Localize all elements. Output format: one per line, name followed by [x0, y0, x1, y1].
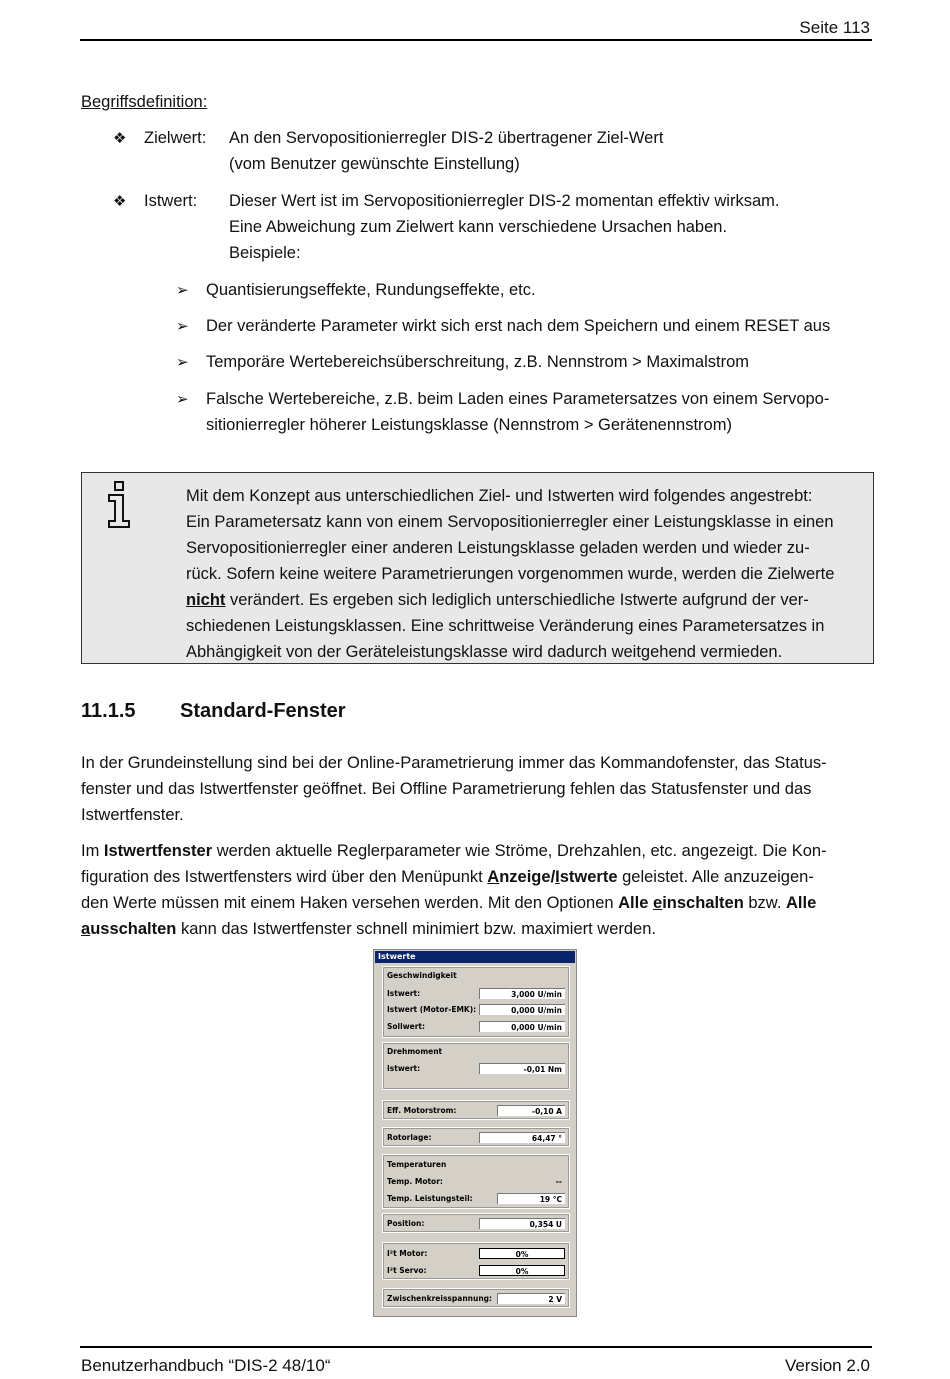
- paragraph-line: In der Grundeinstellung sind bei der Online-Parametrierung immer das Kommandofenster, das Status-: [81, 754, 827, 772]
- group-label: Drehmoment: [387, 1047, 443, 1056]
- page-number: Seite 113: [799, 18, 870, 37]
- example-4-line1: Falsche Wertebereiche, z.B. beim Laden eines Parametersatzes von einem Servopo-: [206, 390, 830, 408]
- text: werden aktuelle Reglerparameter wie Ströme, Drehzahlen, etc. angezeigt. Die Kon-: [212, 842, 827, 860]
- paragraph-line: [81, 890, 827, 916]
- text: Im: [81, 842, 104, 860]
- section-title: Standard-Fenster: [180, 700, 346, 722]
- option-text: Alle: [785, 894, 817, 912]
- info-emphasis: nicht: [186, 591, 226, 609]
- example-3: Temporäre Wertebereichsüberschreitung, z.B. Nennstrom > Maximalstrom: [206, 353, 750, 371]
- term-istwert: Istwert:: [144, 192, 198, 210]
- temperature-group: [382, 1154, 570, 1209]
- field-label: Position:: [387, 1219, 425, 1228]
- info-line: rück. Sofern keine weitere Parametrierungen vorgenommen wurde, werden die Zielwerte: [186, 565, 835, 583]
- info-line: Mit dem Konzept aus unterschiedlichen Ziel- und Istwerten wird folgendes angestrebt:: [186, 487, 813, 505]
- def-istwert-line3: Beispiele:: [229, 244, 301, 262]
- i2t-motor-bar: 0%: [479, 1248, 565, 1259]
- group-label: Temperaturen: [387, 1160, 447, 1169]
- info-line-rest: verändert. Es ergeben sich lediglich unterschiedliche Istwerte aufgrund der ver-: [225, 591, 809, 609]
- text: bzw.: [743, 894, 786, 912]
- menu-hotkey: I: [555, 868, 560, 886]
- paragraph-line: [81, 864, 827, 890]
- group-label: Geschwindigkeit: [387, 971, 457, 980]
- arrow-bullet-icon: ➢: [176, 282, 189, 299]
- position-value: 0,354 U: [479, 1218, 565, 1229]
- dc-link-group: [382, 1288, 570, 1308]
- arrow-bullet-icon: ➢: [176, 391, 189, 408]
- info-line: schiedenen Leistungsklassen. Eine schrittweise Veränderung eines Parametersatzes in: [186, 617, 825, 635]
- footer-manual-title: Benutzerhandbuch “DIS-2 48/10“: [81, 1356, 331, 1375]
- option-text: Alle: [618, 894, 653, 912]
- torque-actual-value: -0,01 Nm: [479, 1063, 565, 1074]
- term-zielwert: Zielwert:: [144, 129, 207, 147]
- field-label: I²t Servo:: [387, 1266, 427, 1275]
- menu-hotkey: A: [487, 868, 500, 886]
- section-number: 11.1.5: [81, 700, 136, 722]
- menu-text: stwerte: [559, 868, 618, 886]
- footer-version: Version 2.0: [784, 1356, 870, 1375]
- def-istwert-line1: Dieser Wert ist im Servopositionierregler DIS-2 momentan effektiv wirksam.: [229, 192, 780, 210]
- field-label: Istwert:: [387, 1064, 421, 1073]
- field-label: Zwischenkreisspannung:: [387, 1294, 493, 1303]
- bullet-icon: ❖: [113, 130, 127, 147]
- motor-current-group: [382, 1100, 570, 1120]
- paragraph-1: [81, 750, 827, 828]
- field-label: Temp. Leistungsteil:: [387, 1194, 473, 1203]
- field-label: Istwert:: [387, 989, 421, 998]
- paragraph-2: [81, 838, 827, 942]
- text: den Werte müssen mit einem Haken versehen werden. Mit den Optionen: [81, 894, 619, 912]
- option-hotkey: a: [81, 920, 91, 938]
- header-rule: [80, 39, 872, 41]
- paragraph-line: fenster und das Istwertfenster geöffnet. Bei Offline Parametrierung fehlen das Statusfenster und das: [81, 780, 812, 798]
- info-text: [186, 483, 871, 665]
- menu-text: nzeige/: [499, 868, 556, 886]
- position-group: [382, 1213, 570, 1233]
- torque-group: [382, 1042, 570, 1090]
- rotor-group: [382, 1127, 570, 1147]
- field-label: Rotorlage:: [387, 1133, 432, 1142]
- text: kann das Istwertfenster schnell minimiert bzw. maximiert werden.: [176, 920, 656, 938]
- speed-set-value: 0,000 U/min: [479, 1021, 565, 1032]
- text: figuration des Istwertfensters wird über den Menüpunkt: [81, 868, 488, 886]
- option-text: usschalten: [90, 920, 177, 938]
- field-label: Sollwert:: [387, 1022, 425, 1031]
- paragraph-line: [81, 916, 827, 942]
- field-label: Eff. Motorstrom:: [387, 1106, 457, 1115]
- def-zielwert-line1: An den Servopositionierregler DIS-2 übertragener Ziel-Wert: [229, 129, 664, 147]
- temp-motor-value: --: [555, 1177, 562, 1186]
- motor-current-value: -0,10 A: [497, 1105, 565, 1116]
- info-line: Abhängigkeit von der Geräteleistungsklasse wird dadurch weitgehend vermieden.: [186, 643, 783, 661]
- temp-power-value: 19 °C: [497, 1193, 565, 1204]
- speed-actual-value: 3,000 U/min: [479, 988, 565, 999]
- bullet-icon: ❖: [113, 193, 127, 210]
- bold-term: Istwertfenster: [103, 842, 213, 860]
- speed-emk-value: 0,000 U/min: [479, 1004, 565, 1015]
- option-text: inschalten: [662, 894, 744, 912]
- info-line: Ein Parametersatz kann von einem Servopositionierregler einer Leistungsklasse in einen: [186, 513, 834, 531]
- field-label: I²t Motor:: [387, 1249, 428, 1258]
- window-title: Istwerte: [375, 951, 575, 963]
- def-zielwert-line2: (vom Benutzer gewünschte Einstellung): [229, 155, 520, 173]
- text: geleistet. Alle anzuzeigen-: [617, 868, 814, 886]
- dc-link-value: 2 V: [497, 1293, 565, 1304]
- example-4-line2: sitionierregler höherer Leistungsklasse (Nennstrom > Gerätenennstrom): [206, 416, 732, 434]
- footer-rule: [80, 1346, 872, 1348]
- example-2: Der veränderte Parameter wirkt sich erst nach dem Speichern und einem RESET aus: [206, 317, 831, 335]
- info-box: [81, 472, 874, 664]
- i2t-servo-bar: 0%: [479, 1265, 565, 1276]
- definitions-title: Begriffsdefinition:: [81, 93, 208, 111]
- speed-group: [382, 966, 570, 1038]
- rotor-value: 64,47 °: [479, 1132, 565, 1143]
- istwerte-window: [373, 949, 577, 1317]
- info-line: Servopositionierregler einer anderen Leistungsklasse geladen werden und wieder zu-: [186, 539, 810, 557]
- arrow-bullet-icon: ➢: [176, 354, 189, 371]
- paragraph-line: [81, 838, 827, 864]
- field-label: Istwert (Motor-EMK):: [387, 1005, 477, 1014]
- info-line: [186, 587, 871, 613]
- i2t-group: [382, 1242, 570, 1280]
- example-1: Quantisierungseffekte, Rundungseffekte, etc.: [206, 281, 536, 299]
- option-hotkey: e: [653, 894, 663, 912]
- field-label: Temp. Motor:: [387, 1177, 443, 1186]
- def-istwert-line2: Eine Abweichung zum Zielwert kann verschiedene Ursachen haben.: [229, 218, 728, 236]
- paragraph-line: Istwertfenster.: [81, 806, 184, 824]
- arrow-bullet-icon: ➢: [176, 318, 189, 335]
- info-icon: [106, 481, 132, 529]
